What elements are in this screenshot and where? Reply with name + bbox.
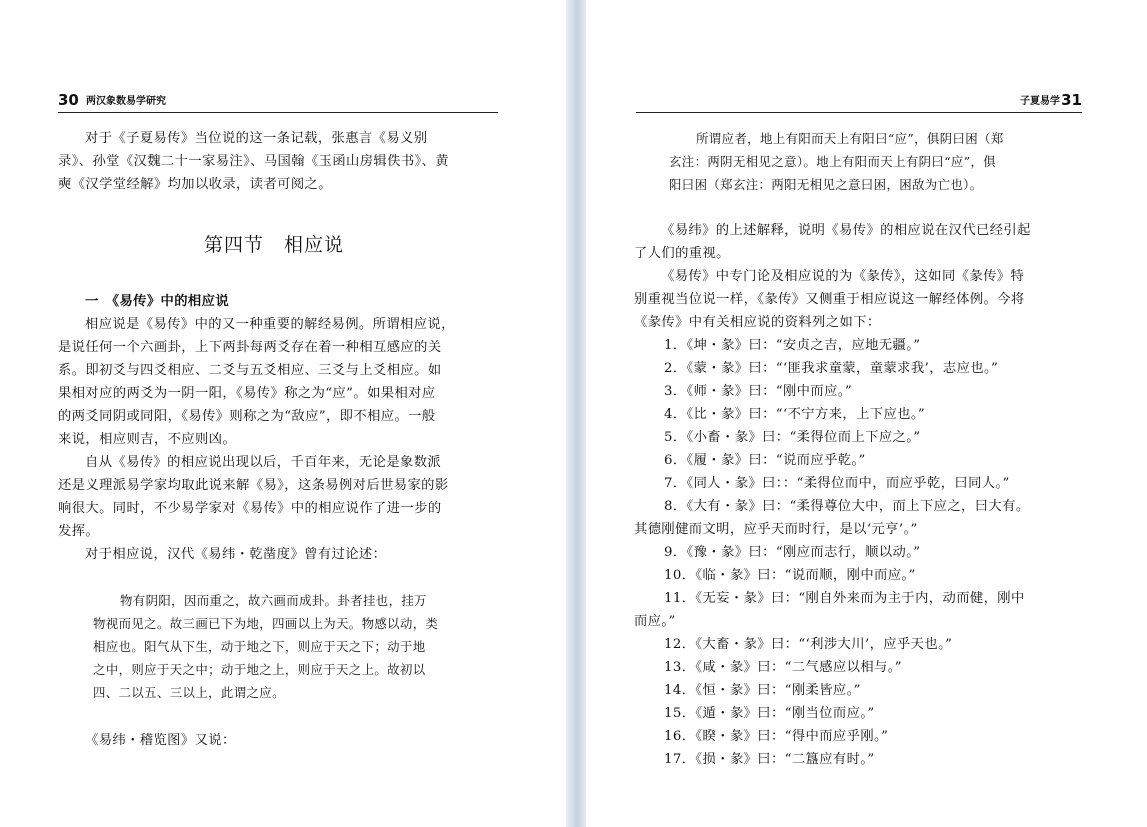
text-line: 相应说是《易传》中的又一种重要的解经易例。所谓相应说， — [85, 317, 455, 332]
text-line: 《彖传》中有关相应说的资料列之如下： — [634, 315, 881, 330]
quote-line: 物视而见之。故三画已下为地，四画以上为天。物感以动，类 — [93, 616, 439, 631]
list-item: 1．《坤・彖》曰：“安贞之吉，应地无疆。” — [664, 338, 921, 353]
list-item: 9．《豫・彖》曰：“刚应而志行，顺以动。” — [664, 545, 921, 560]
section-title: 第四节 相应说 — [204, 234, 345, 256]
right-page-header — [636, 90, 1082, 113]
text-line: 奭《汉学堂经解》均加以收录，读者可阅之。 — [58, 177, 332, 192]
list-item: 8．《大有・彖》曰：“柔得尊位大中，而上下应之，曰大有。 — [664, 499, 1030, 514]
text-line: 系。即初爻与四爻相应、二爻与五爻相应、三爻与上爻相应。如 — [58, 363, 442, 378]
quote-line: 之中，则应于天之中；动于地之上，则应于天之上。故初以 — [93, 662, 426, 677]
left-quote — [58, 589, 498, 704]
list-item: 16．《睽・彖》曰：“得中而应乎刚。” — [664, 729, 889, 744]
text-line: 是说任何一个六画卦，上下两卦每两爻存在着一种相互感应的关 — [58, 340, 442, 355]
left-para-5 — [58, 729, 498, 752]
list-item: 6．《履・彖》曰：“说而应乎乾。” — [664, 453, 866, 468]
left-page-header — [58, 90, 498, 113]
text-line: 发挥。 — [58, 524, 100, 539]
quote-line: 玄注：两阴无相见之意）。地上有阳而天上有阴曰“应”，俱 — [669, 154, 997, 169]
text-line: 别重视当位说一样，《彖传》又侧重于相应说这一解经体例。今将 — [634, 292, 1025, 307]
text-line: 果相对应的两爻为一阴一阳，《易传》称之为“应”。如果相对应 — [58, 386, 436, 401]
left-running-head: 两汉象数易学研究 — [86, 96, 166, 107]
list-item-continuation: 而应。” — [634, 614, 676, 629]
list-item: 4．《比・彖》曰：“‘不宁方来，上下应也。” — [664, 407, 926, 422]
text-line: 录》、孙堂《汉魏二十一家易注》、马国翰《玉函山房辑佚书》、黄 — [58, 154, 449, 169]
right-body — [634, 219, 1078, 334]
right-page-number: 31 — [1061, 91, 1082, 109]
list-item: 13．《咸・彖》曰：“二气感应以相与。” — [664, 660, 902, 675]
list-item: 3．《师・彖》曰：“刚中而应。” — [664, 384, 853, 399]
book-gutter — [566, 0, 586, 827]
text-line: 来说，相应则吉，不应则凶。 — [58, 432, 237, 447]
text-line: 自从《易传》的相应说出现以后，千百年来，无论是象数派 — [85, 455, 442, 470]
list-item: 12．《大畜・彖》曰：“‘利涉大川’，应乎天也。” — [664, 637, 953, 652]
text-line: 《易传》中专门论及相应说的为《彖传》，这如同《彖传》特 — [661, 269, 1025, 284]
right-page — [586, 0, 1147, 827]
left-body — [58, 290, 498, 566]
quote-line: 所谓应者，地上有阳而天上有阳曰“应”，俱阴曰困（郑 — [696, 131, 1004, 146]
list-item-continuation: 其德刚健而文明，应乎天而时行，是以‘元亨’。” — [634, 522, 918, 537]
text-line: 对于《子夏易传》当位说的这一条记载，张惠言《易义别 — [85, 131, 428, 146]
list-item: 5．《小畜・彖》曰：“柔得位而上下应之。” — [664, 430, 921, 445]
quote-line: 相应也。阳气从下生，动于地之下，则应于天之下；动于地 — [93, 639, 426, 654]
left-para-1 — [58, 127, 498, 196]
right-running-head: 子夏易学 — [1020, 96, 1060, 107]
list-item: 11．《无妄・彖》曰：“刚自外来而为主于内，动而健，刚中 — [664, 591, 1025, 606]
list-item: 15．《遁・彖》曰：“刚当位而应。” — [664, 706, 875, 721]
list-item: 7．《同人・彖》曰：：“柔得位而中，而应乎乾，曰同人。” — [664, 476, 1010, 491]
text-line: 了人们的重视。 — [634, 246, 730, 261]
list-item: 17．《损・彖》曰：“二簋应有时。” — [664, 752, 875, 767]
text-line: 《易纬・稽览图》又说： — [85, 733, 236, 748]
subsection-heading: 一 《易传》中的相应说 — [85, 294, 230, 309]
quote-line: 四、二以五、三以上，此谓之应。 — [93, 685, 285, 700]
text-line: 的两爻同阴或同阳，《易传》则称之为“敌应”，即不相应。一般 — [58, 409, 436, 424]
left-page — [0, 0, 566, 827]
left-page-number: 30 — [58, 91, 79, 109]
right-list — [634, 334, 1078, 771]
quote-line: 阳曰困（郑玄注：两阳无相见之意曰困，困敌为亡也）。 — [669, 177, 983, 192]
text-line: 还是义理派易学家均取此说来解《易》，这条易例对后世易家的影 — [58, 478, 449, 493]
quote-line: 物有阴阳，因而重之，故六画而成卦。卦者挂也，挂万 — [120, 593, 427, 608]
text-line: 对于相应说，汉代《易纬・乾凿度》曾有过论述： — [85, 547, 387, 562]
text-line: 《易纬》的上述解释，说明《易传》的相应说在汉代已经引起 — [661, 223, 1031, 238]
list-item: 14．《恒・彖》曰：“刚柔皆应。” — [664, 683, 861, 698]
list-item: 2．《蒙・彖》曰：“‘匪我求童蒙，童蒙求我’，志应也。” — [664, 361, 999, 376]
text-line: 响很大。同时，不少易学家对《易传》中的相应说作了进一步的 — [58, 501, 442, 516]
list-item: 10．《临・彖》曰：“说而顺，刚中而应。” — [664, 568, 916, 583]
right-quote — [634, 127, 1078, 196]
